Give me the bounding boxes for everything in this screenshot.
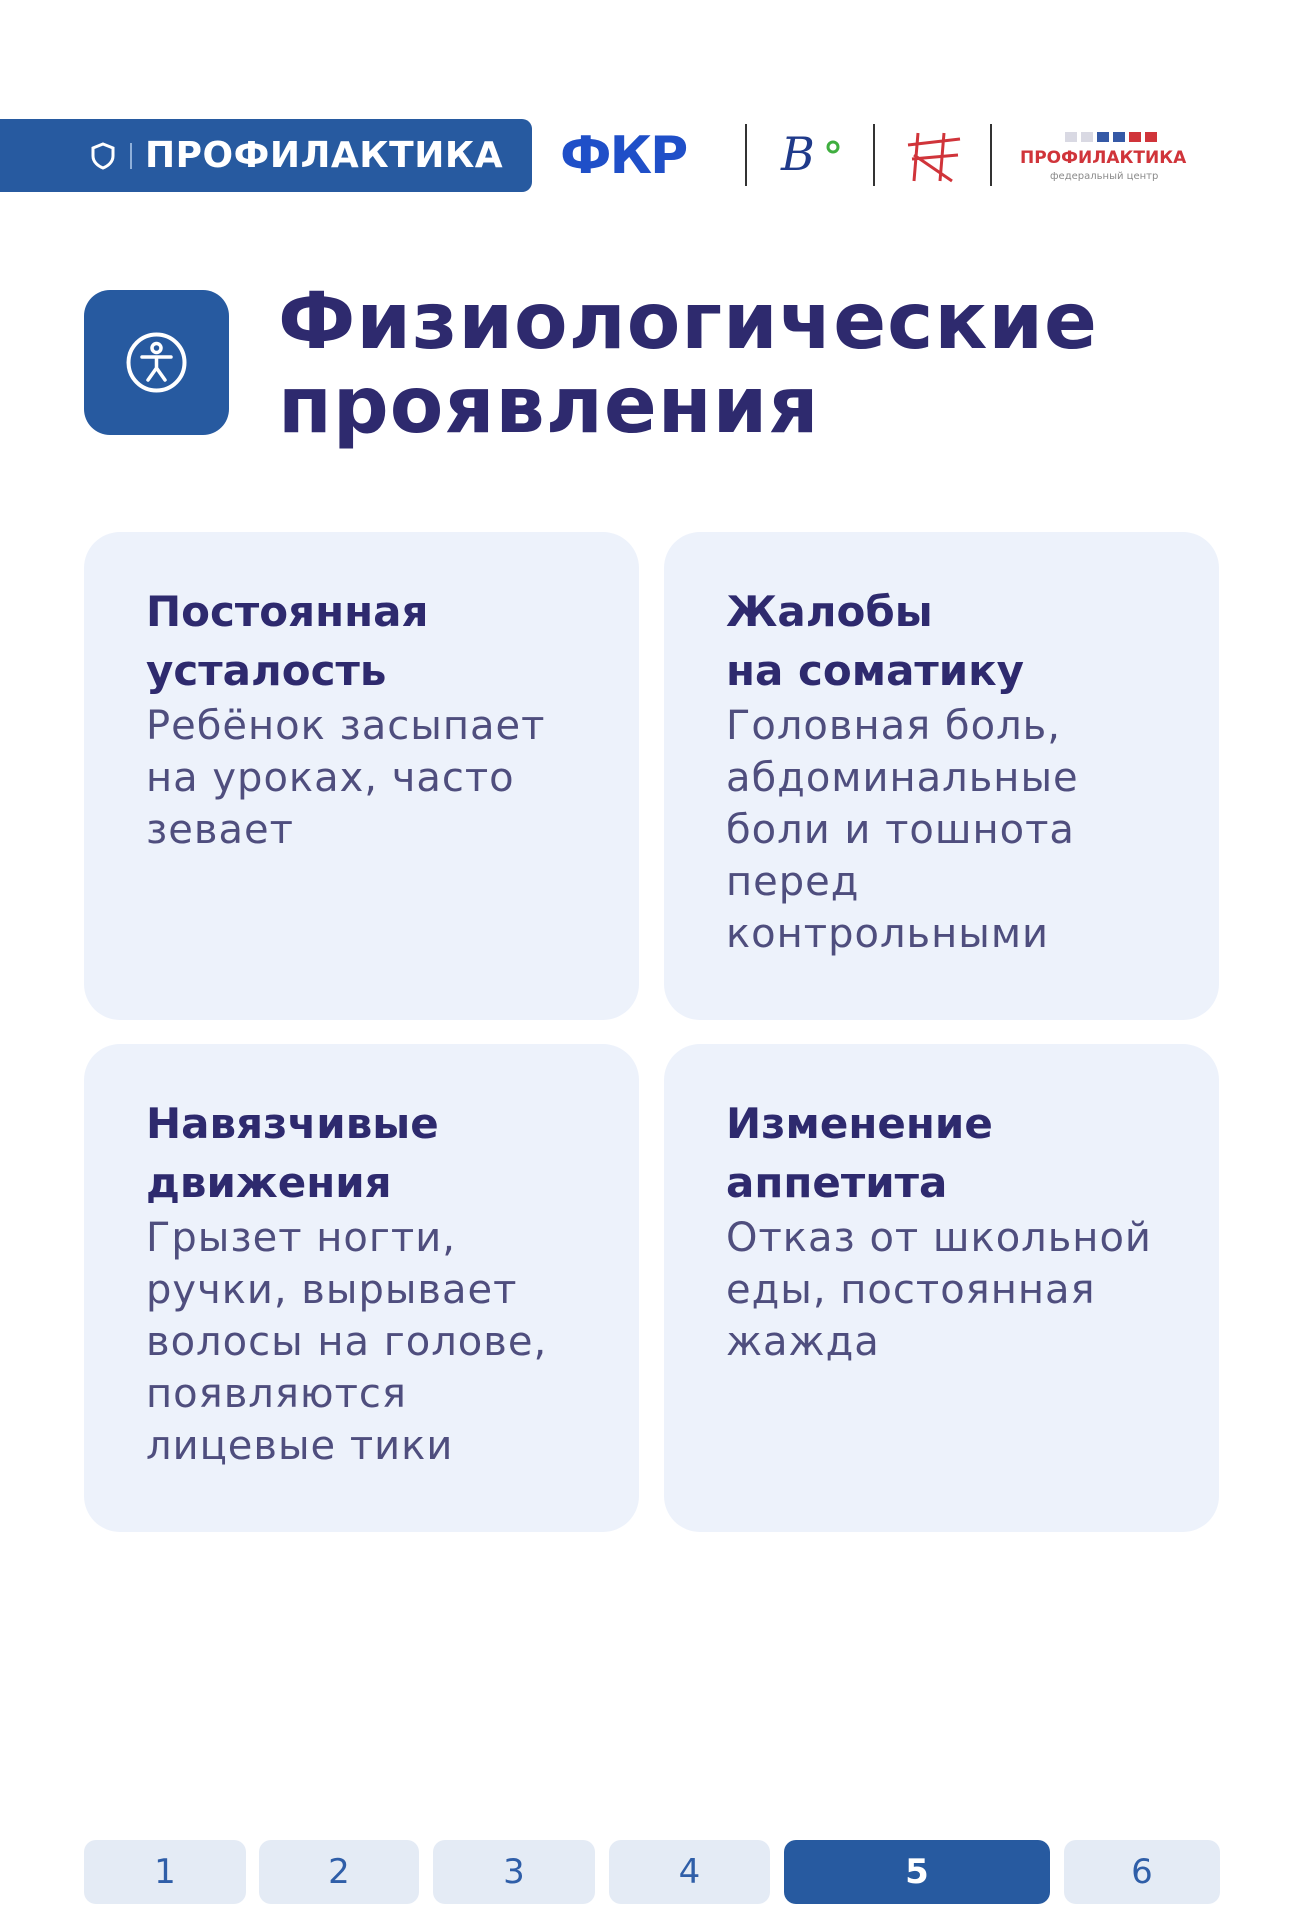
card-text-line: появляются bbox=[146, 1371, 407, 1417]
logo-divider bbox=[873, 124, 875, 186]
card-title-line: на соматику bbox=[726, 646, 1025, 695]
accessibility-person-icon bbox=[122, 328, 191, 397]
card-title bbox=[146, 582, 616, 700]
page-button-4[interactable]: 4 bbox=[609, 1840, 770, 1904]
card-text bbox=[726, 1212, 1196, 1368]
federal-center-subtitle: федеральный центр bbox=[1050, 171, 1159, 182]
fkr-logo: ФКР bbox=[560, 126, 687, 186]
shield-icon bbox=[88, 141, 118, 171]
card-text-line: жажда bbox=[726, 1319, 880, 1365]
page-title-line: Физиологические bbox=[278, 277, 1098, 367]
partner-logos bbox=[560, 120, 1210, 192]
card-text-line: Ребёнок засыпает bbox=[146, 703, 546, 749]
card-title-line: Изменение bbox=[726, 1099, 993, 1148]
logo-divider bbox=[990, 124, 992, 186]
page-title-line: проявления bbox=[278, 361, 820, 451]
card-text-line: волосы на голове, bbox=[146, 1319, 548, 1365]
partner-logo-h bbox=[900, 125, 970, 185]
logo-divider bbox=[745, 124, 747, 186]
page-button-2[interactable]: 2 bbox=[259, 1840, 419, 1904]
card-text-line: абдоминальные bbox=[726, 755, 1079, 801]
card-title bbox=[146, 1094, 616, 1212]
card-text-line: боли и тошнота bbox=[726, 807, 1075, 853]
symptom-card-obsessive-movements bbox=[84, 1044, 639, 1532]
card-text-line: контрольными bbox=[726, 911, 1049, 957]
symptom-card-somatic bbox=[664, 532, 1219, 1020]
banner-divider bbox=[130, 143, 132, 169]
card-text bbox=[146, 700, 616, 856]
card-title-line: Навязчивые bbox=[146, 1099, 439, 1148]
federal-center-title: ПРОФИЛАКТИКА bbox=[1020, 148, 1187, 168]
card-title bbox=[726, 582, 1196, 700]
card-title-line: аппетита bbox=[726, 1158, 948, 1207]
card-title-line: Постоянная bbox=[146, 587, 429, 636]
page-title bbox=[278, 277, 1178, 451]
card-text-line: ручки, вырывает bbox=[146, 1267, 518, 1313]
federal-center-logo bbox=[1020, 130, 1210, 190]
page-button-5-current[interactable]: 5 bbox=[784, 1840, 1050, 1904]
card-text-line: еды, постоянная bbox=[726, 1267, 1096, 1313]
card-text-line: на уроках, часто bbox=[146, 755, 515, 801]
page-button-6[interactable]: 6 bbox=[1064, 1840, 1220, 1904]
card-text bbox=[726, 700, 1196, 960]
card-title bbox=[726, 1094, 1196, 1212]
brand-banner bbox=[0, 119, 532, 192]
card-text-line: зевает bbox=[146, 807, 294, 853]
card-title-line: Жалобы bbox=[726, 587, 933, 636]
flag-bars bbox=[1065, 132, 1157, 142]
symptom-card-appetite bbox=[664, 1044, 1219, 1532]
brand-name: ПРОФИЛАКТИКА bbox=[145, 135, 504, 176]
partner-logo-b-letter: B bbox=[781, 127, 815, 181]
page-button-3[interactable]: 3 bbox=[433, 1840, 595, 1904]
card-title-line: усталость bbox=[146, 646, 387, 695]
symptom-card-fatigue bbox=[84, 532, 639, 1020]
card-title-line: движения bbox=[146, 1158, 392, 1207]
accessibility-badge bbox=[84, 290, 229, 435]
partner-logo-b bbox=[775, 125, 845, 185]
card-text-line: Головная боль, bbox=[726, 703, 1061, 749]
card-text bbox=[146, 1212, 616, 1472]
card-text-line: Грызет ногти, bbox=[146, 1215, 456, 1261]
page-button-1[interactable]: 1 bbox=[84, 1840, 246, 1904]
card-text-line: Отказ от школьной bbox=[726, 1215, 1152, 1261]
card-text-line: лицевые тики bbox=[146, 1423, 454, 1469]
card-text-line: перед bbox=[726, 859, 860, 905]
pagination bbox=[84, 1840, 1220, 1904]
